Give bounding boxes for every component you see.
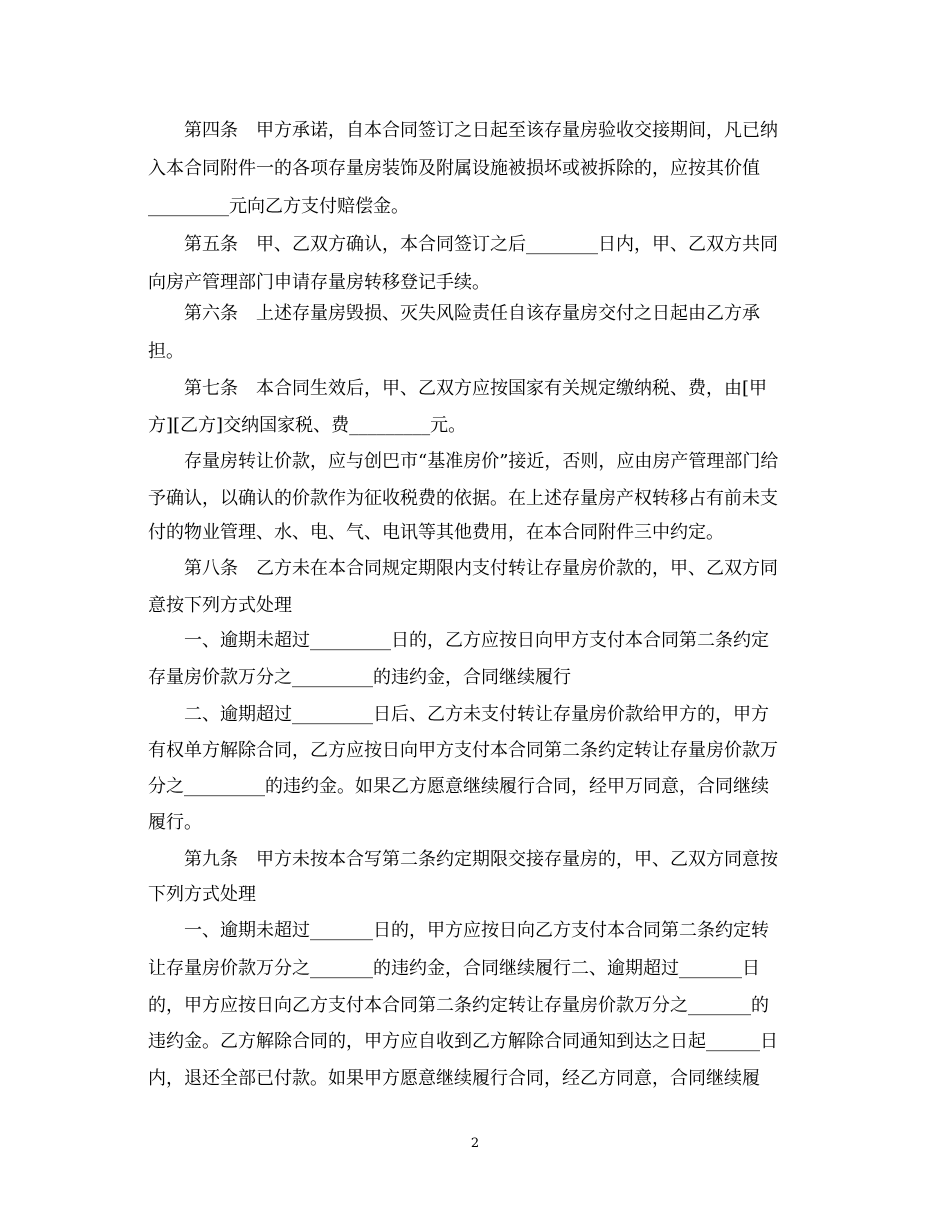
text-line: 违约金。乙方解除合同的，甲方应自收到乙方解除合同通知到达之日起______日 (148, 1031, 778, 1052)
text-line: 履行。 (148, 812, 202, 833)
text-line: 付的物业管理、水、电、气、电讯等其他费用，在本合同附件三中约定。 (148, 522, 724, 543)
text-line: 第五条 甲、乙双方确认，本合同签订之后________日内，甲、乙双方共同 (184, 234, 778, 255)
text-line: 第四条 甲方承诺，自本合同签订之日起至该存量房验收交接期间，凡已纳 (184, 120, 778, 141)
text-line: 意按下列方式处理 (148, 595, 292, 616)
text-line: 内，退还全部已付款。如果甲方愿意继续履行合同，经乙方同意，合同继续履 (148, 1068, 760, 1089)
text-line: 向房产管理部门申请存量房转移登记手续。 (148, 272, 490, 293)
text-line: _________元向乙方支付赔偿金。 (148, 196, 409, 217)
text-line: 方][乙方]交纳国家税、费_________元。 (148, 415, 467, 436)
text-line: 有权单方解除合同，乙方应按日向甲方支付本合同第二条约定转让存量房价款万 (148, 740, 778, 761)
text-line: 一、逾期未超过_________日的，乙方应按日向甲方支付本合同第二条约定 (184, 630, 769, 651)
text-line: 的，甲方应按日向乙方支付本合同第二条约定转让存量房价款万分之_______的 (148, 995, 769, 1016)
text-line: 第七条 本合同生效后，甲、乙双方应按国家有关规定缴纳税、费，由[甲 (184, 378, 768, 399)
text-line: 予确认，以确认的价款作为征收税费的依据。在上述存量房产权转移占有前未支 (148, 488, 778, 509)
text-line: 让存量房价款万分之_______的违约金，合同继续履行二、逾期超过_______日 (148, 958, 760, 979)
text-line: 第八条 乙方未在本合同规定期限内支付转让存量房价款的，甲、乙双方同 (184, 558, 778, 579)
text-line: 存量房价款万分之_________的违约金，合同继续履行 (148, 667, 571, 688)
text-line: 担。 (148, 341, 184, 362)
text-line: 第六条 上述存量房毁损、灭失风险责任自该存量房交付之日起由乙方承 (184, 303, 760, 324)
text-line: 一、逾期未超过_______日的，甲方应按日向乙方支付本合同第二条约定转 (184, 920, 769, 941)
text-line: 下列方式处理 (148, 884, 256, 905)
text-line: 分之_________的违约金。如果乙方愿意继续履行合同，经甲万同意，合同继续 (148, 776, 769, 797)
text-line: 入本合同附件一的各项存量房装饰及附属设施被损坏或被拆除的，应按其价值 (148, 158, 760, 179)
text-line: 第九条 甲方未按本合写第二条约定期限交接存量房的，甲、乙双方同意按 (184, 849, 778, 870)
text-line: 存量房转让价款，应与创巴市“基准房价”接近，否则，应由房产管理部门给 (184, 451, 779, 472)
text-line: 二、逾期超过_________日后、乙方未支付转让存量房价款给甲方的，甲方 (184, 704, 769, 725)
page-number: 2 (470, 1136, 480, 1151)
